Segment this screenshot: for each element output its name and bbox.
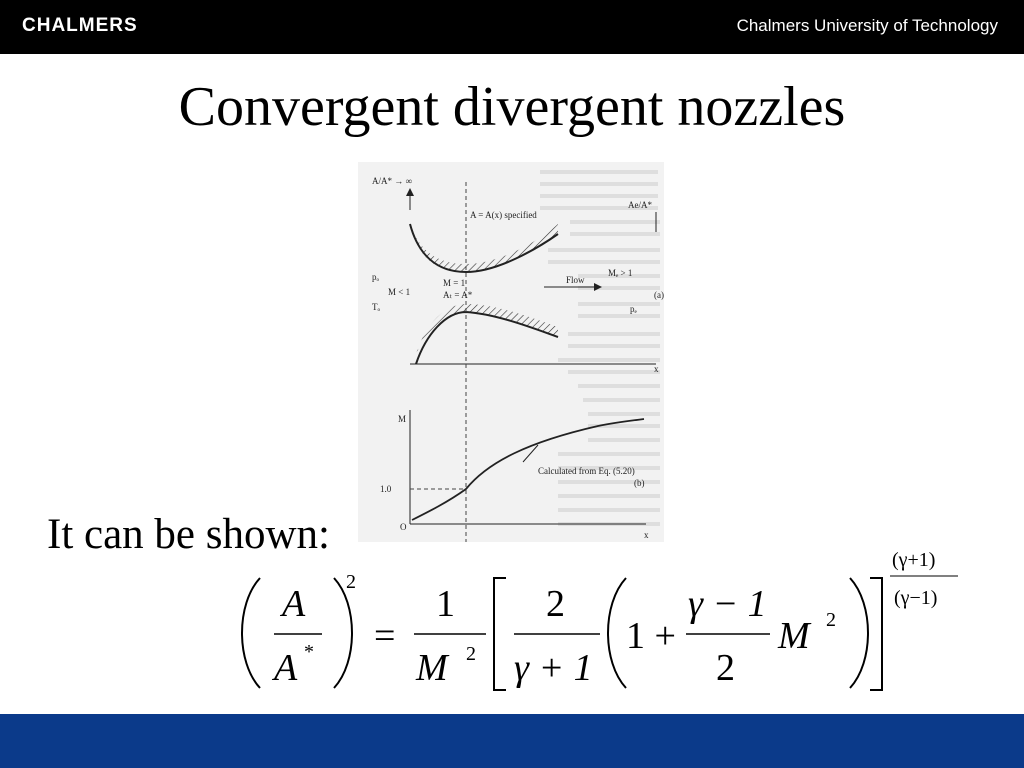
eq-gamma-minus-1: γ − 1 bbox=[688, 583, 767, 625]
eq-m: M bbox=[778, 615, 810, 657]
label-at-eq: Aₜ = A* bbox=[443, 290, 473, 300]
bracket-right bbox=[870, 578, 882, 690]
label-me-gt-1: Mₑ > 1 bbox=[608, 268, 633, 278]
paren-left-2 bbox=[608, 578, 626, 688]
label-pe: pₑ bbox=[630, 304, 637, 314]
paren-right-2 bbox=[850, 578, 868, 688]
label-po: pₒ bbox=[372, 272, 380, 282]
label-panel-b: (b) bbox=[634, 478, 645, 488]
label-origin: O bbox=[400, 522, 407, 532]
eq-m2-sq: 2 bbox=[826, 609, 836, 631]
label-m-eq-1: M = 1 bbox=[443, 278, 466, 288]
body-text: It can be shown: bbox=[47, 511, 331, 558]
label-one-point-zero: 1.0 bbox=[380, 484, 392, 494]
eq-two: 2 bbox=[546, 583, 565, 625]
eq-gamma-plus-1: γ + 1 bbox=[514, 647, 593, 689]
eq-exp-num: (γ+1) bbox=[892, 549, 936, 571]
eq-star: * bbox=[304, 641, 314, 663]
slide-title: Convergent divergent nozzles bbox=[178, 76, 846, 138]
eq-a-num: A bbox=[282, 583, 306, 625]
label-panel-a: (a) bbox=[654, 290, 664, 300]
university-name: Chalmers University of Technology bbox=[736, 16, 998, 35]
bracket-left bbox=[494, 578, 506, 690]
label-area-spec: A = A(x) specified bbox=[470, 210, 537, 220]
eq-m-den: M bbox=[416, 647, 448, 689]
area-mach-equation bbox=[230, 540, 970, 700]
label-m-axis: M bbox=[398, 414, 407, 424]
nozzle-figure bbox=[358, 162, 664, 542]
eq-square: 2 bbox=[346, 571, 356, 593]
footer-bar bbox=[0, 714, 1024, 768]
eq-exp-den: (γ−1) bbox=[894, 587, 938, 609]
arrow-up-head bbox=[406, 188, 414, 196]
label-x-top: x bbox=[654, 364, 659, 374]
label-x-bottom: x bbox=[644, 530, 649, 540]
eq-a-star-den: A bbox=[274, 647, 298, 689]
eq-two-b: 2 bbox=[716, 647, 735, 689]
paren-right-1 bbox=[334, 578, 352, 688]
label-to: Tₒ bbox=[372, 302, 381, 312]
nozzle-diagram bbox=[358, 162, 664, 542]
header-bar bbox=[0, 0, 1024, 54]
paren-left-1 bbox=[242, 578, 260, 688]
eq-one-plus: 1 + bbox=[626, 615, 676, 657]
chalmers-logo: CHALMERS bbox=[22, 15, 138, 36]
label-calculated: Calculated from Eq. (5.20) bbox=[538, 466, 635, 476]
eq-one: 1 bbox=[436, 583, 455, 625]
eq-equals: = bbox=[374, 615, 396, 657]
eq-m-sq: 2 bbox=[466, 643, 476, 665]
label-arrow-left: A/A* → ∞ bbox=[372, 176, 412, 186]
label-m-lt-1: M < 1 bbox=[388, 287, 411, 297]
label-ae-ratio: Ae/A* bbox=[628, 200, 652, 210]
label-flow: Flow bbox=[566, 275, 585, 285]
